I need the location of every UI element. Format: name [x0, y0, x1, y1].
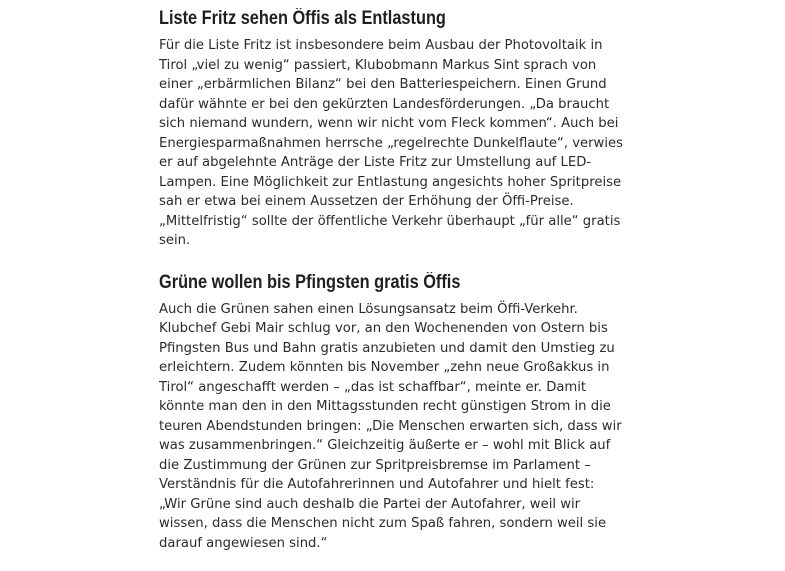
- paragraph-line: teuren Abendstunden bringen: „Die Menschen erwarten sich, dass wir: [159, 418, 622, 434]
- paragraph-line: „Mittelfristig“ sollte der öffentliche Verkehr überhaupt „für alle“ gratis: [159, 213, 621, 229]
- paragraph-line: Tirol „viel zu wenig“ passiert, Klubobmann Markus Sint sprach von: [159, 57, 597, 73]
- paragraph-line: die Zustimmung der Grünen zur Spritpreisbremse im Parlament –: [159, 457, 591, 473]
- paragraph-line: Auch die Grünen sahen einen Lösungsansatz beim Öffi-Verkehr.: [159, 301, 578, 317]
- section-heading: Grüne wollen bis Pfingsten gratis Öffis: [159, 271, 461, 293]
- paragraph-line: dafür wähnte er bei den gekürzten Landesförderungen. „Da braucht: [159, 96, 610, 112]
- paragraph-line: wissen, dass die Menschen nicht zum Spaß fahren, sondern weil sie: [159, 516, 607, 531]
- section-heading: Liste Fritz sehen Öffis als Entlastung: [159, 8, 446, 29]
- section-liste-fritz: [159, 6, 629, 251]
- section-gruene: [159, 270, 629, 554]
- paragraph-line: Pfingsten Bus und Bahn gratis anzubieten und damit den Umstieg zu: [159, 340, 615, 356]
- paragraph-line: Energiesparmaßnahmen herrsche „regelrechte Dunkelflaute“, verwies: [159, 135, 623, 151]
- paragraph-line: könnte man den in den Mittagsstunden recht günstigen Strom in die: [159, 399, 611, 414]
- paragraph-line: er auf abgelehnte Anträge der Liste Fritz zur Umstellung auf LED-: [159, 155, 592, 170]
- article-body: [159, 6, 629, 553]
- paragraph-line: sein.: [159, 233, 191, 248]
- paragraph-line: Für die Liste Fritz ist insbesondere beim Ausbau der Photovoltaik in: [159, 38, 603, 53]
- paragraph-line: Tirol“ angeschafft werden – „das ist schaffbar“, meinte er. Damit: [159, 379, 587, 395]
- paragraph-line: darauf angewiesen sind.“: [159, 535, 328, 551]
- paragraph-line: einer „erbärmlichen Bilanz“ bei den Batteriespeichern. Einen Grund: [159, 77, 607, 92]
- paragraph-line: Lampen. Eine Möglichkeit zur Entlastung angesichts hoher Spritpreise: [159, 174, 622, 190]
- paragraph-line: „Wir Grüne sind auch deshalb die Partei der Autofahrer, weil wir: [159, 496, 581, 512]
- paragraph-line: sich niemand wundern, wenn wir nicht vom Fleck kommen“. Auch bei: [159, 116, 619, 131]
- paragraph-line: sah er etwa bei einem Aussetzen der Erhöhung der Öffi-Preise.: [159, 194, 574, 209]
- paragraph-line: Klubchef Gebi Mair schlug vor, an den Wochenenden von Ostern bis: [159, 321, 608, 336]
- paragraph-line: Verständnis für die Autofahrerinnen und Autofahrer und hielt fest:: [159, 477, 595, 492]
- paragraph-line: erleichtern. Zudem könnten bis November „zehn neue Großakkus in: [159, 360, 610, 375]
- paragraph-line: was zusammenbringen.“ Gleichzeitig äußerte er – wohl mit Blick auf: [159, 438, 611, 453]
- section-paragraph: [159, 36, 629, 251]
- section-paragraph: [159, 300, 629, 554]
